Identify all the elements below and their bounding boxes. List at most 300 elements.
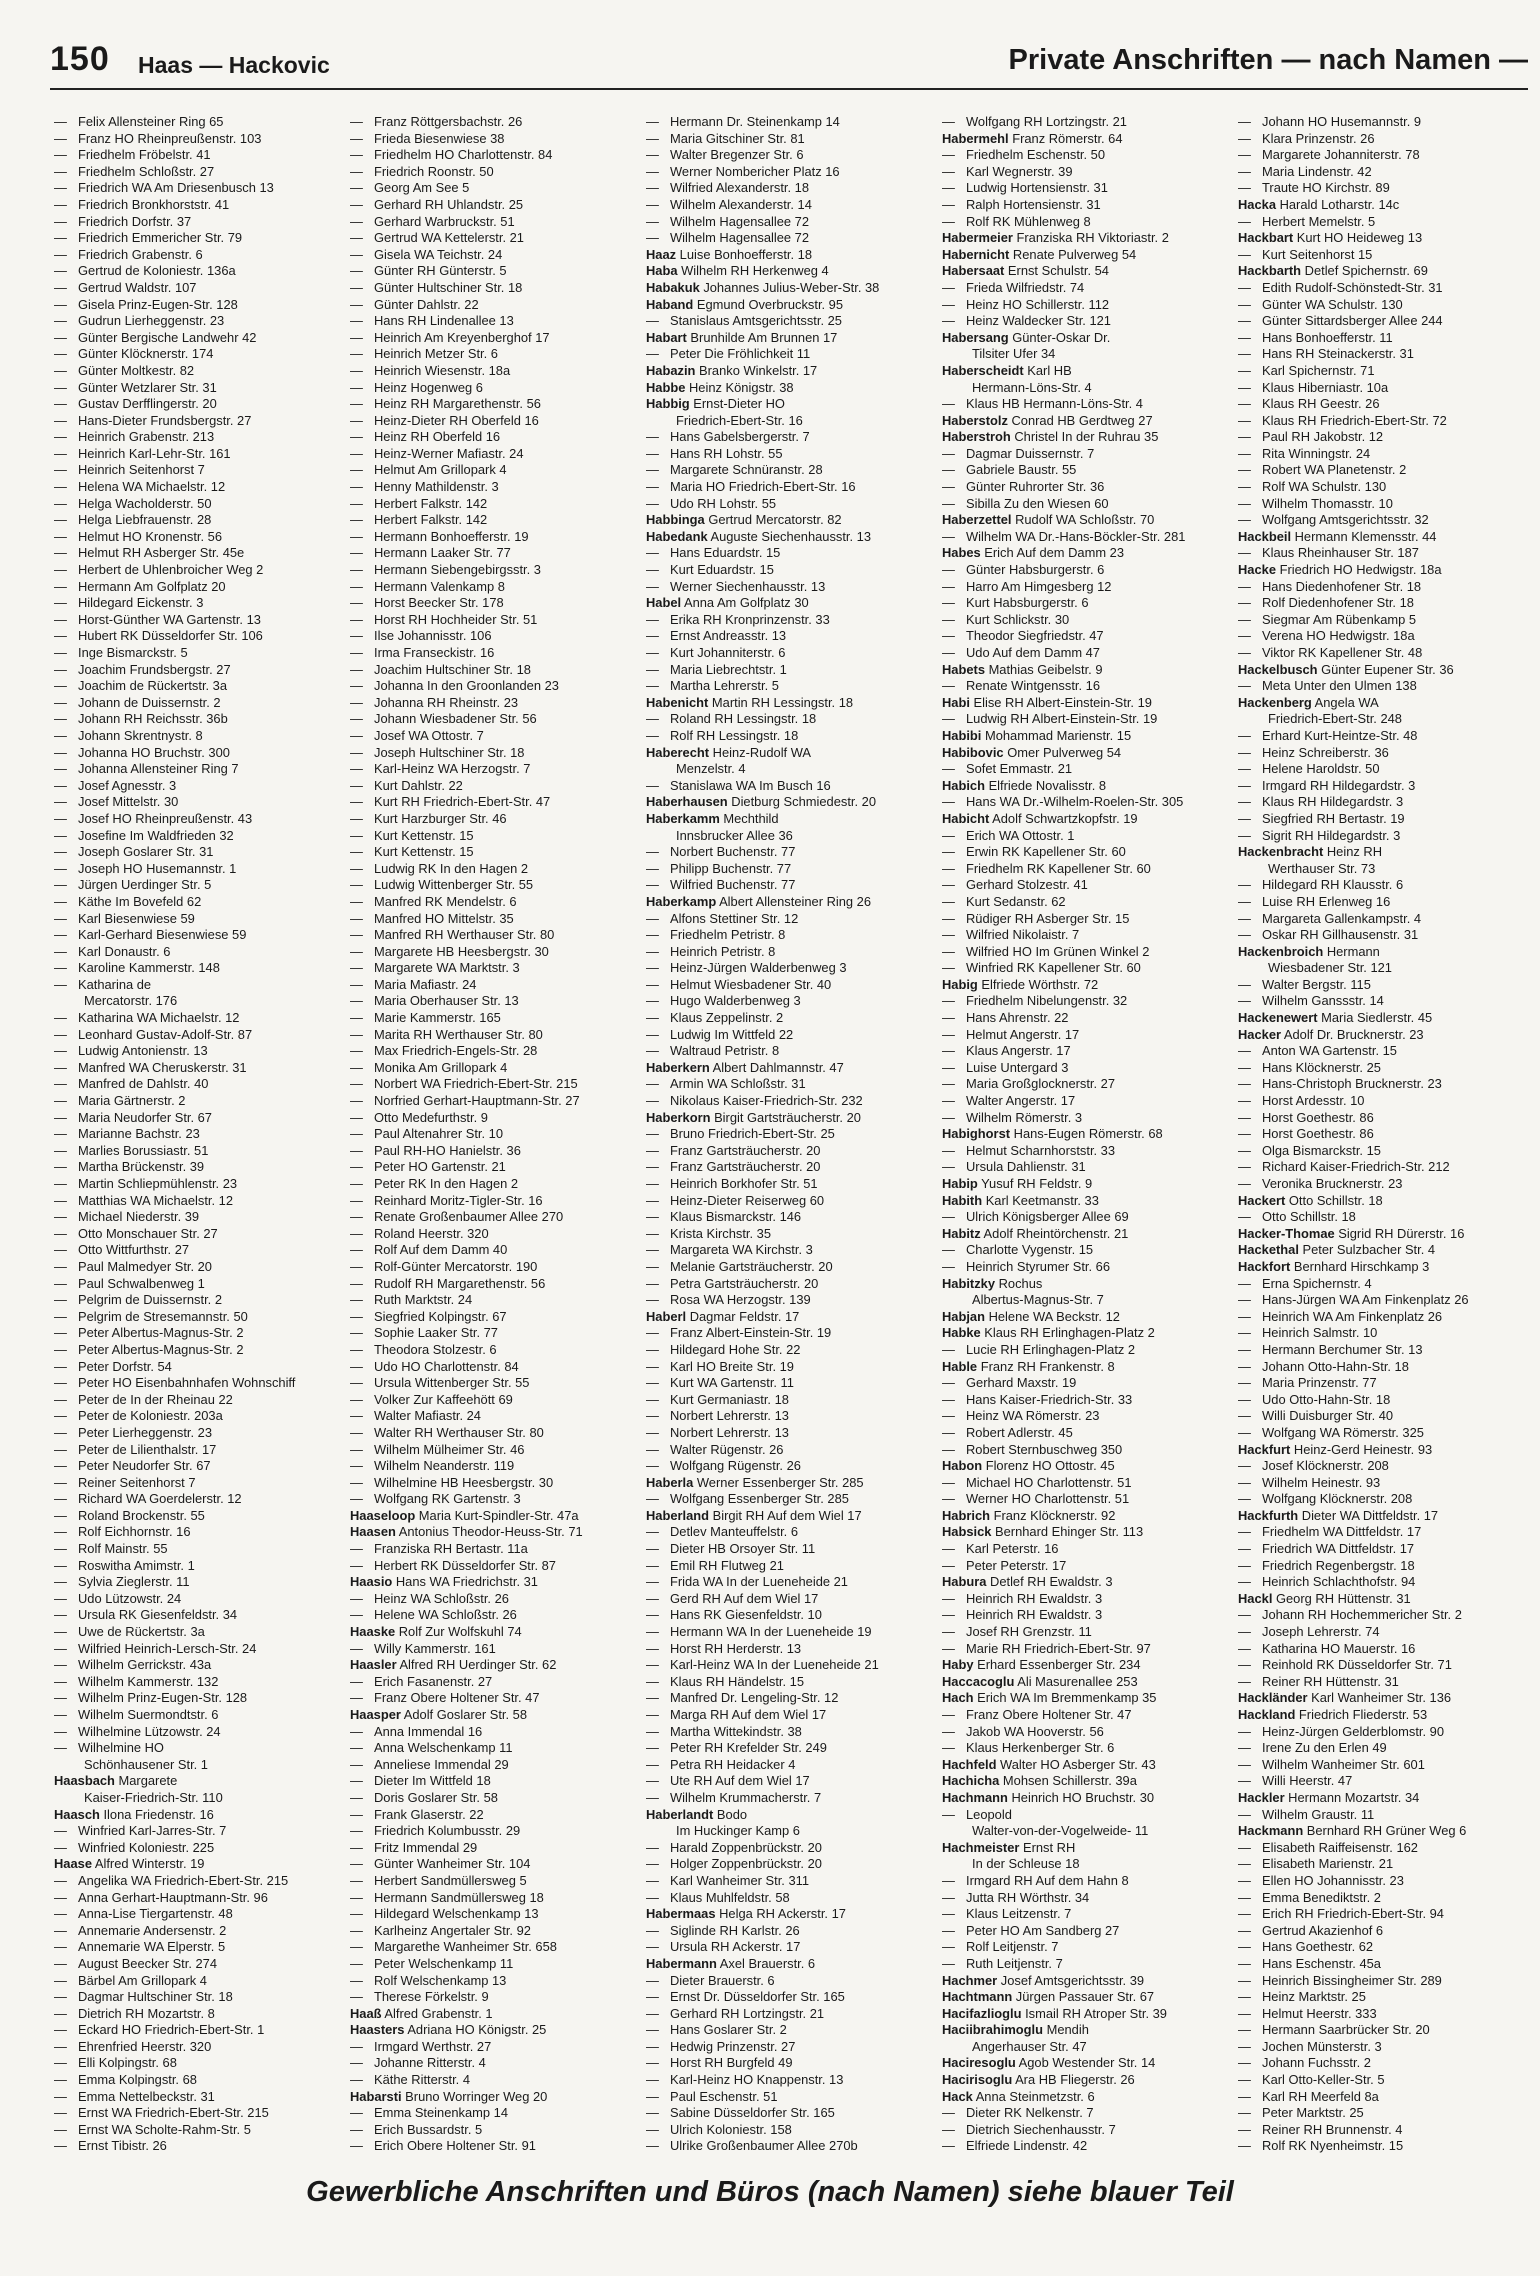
directory-columns <box>54 114 1538 2154</box>
directory-entry: — Helena WA Michaelstr. 12 <box>54 479 226 495</box>
surname-heading: Hach <box>942 1690 974 1706</box>
directory-entry: Haberkamm Mechthild <box>646 810 779 826</box>
directory-entry: — Friedhelm WA Dittfeldstr. 17 <box>1238 1524 1422 1540</box>
directory-entry: — Hermann Bonhoefferstr. 19 <box>350 528 529 544</box>
directory-entry: — Karoline Kammerstr. 148 <box>54 960 220 976</box>
directory-entry: — Heinrich Styrumer Str. 66 <box>942 1258 1110 1274</box>
directory-entry: — Wolfgang Essenberger Str. 285 <box>646 1491 849 1507</box>
directory-entry: — Ursula Dahlienstr. 31 <box>942 1159 1086 1175</box>
surname-heading: Hackelbusch <box>1238 661 1318 677</box>
directory-entry: — Udo Lützowstr. 24 <box>54 1590 182 1606</box>
directory-entry: — Friedrich Dorfstr. 37 <box>54 213 192 229</box>
directory-entry: Hackenewert Maria Siedlerstr. 45 <box>1238 1010 1433 1026</box>
directory-entry: — Joachim de Rückertstr. 3a <box>54 678 228 694</box>
directory-entry: — Hermann Laaker Str. 77 <box>350 545 511 561</box>
directory-entry: — Uwe de Rückertstr. 3a <box>54 1624 205 1640</box>
directory-entry: — Peter HO Gartenstr. 21 <box>350 1159 506 1175</box>
directory-entry: — Luise Untergard 3 <box>942 1059 1069 1075</box>
directory-entry: — Maria Großglocknerstr. 27 <box>942 1076 1116 1092</box>
surname-heading: Habedank <box>646 528 708 544</box>
directory-entry: — Karl-Heinz HO Knappenstr. 13 <box>646 2072 844 2088</box>
directory-entry: — Hans Gabelsbergerstr. 7 <box>646 429 810 445</box>
surname-heading: Habazin <box>646 362 696 378</box>
directory-entry: — Margarethe Wanheimer Str. 658 <box>350 1939 557 1955</box>
directory-entry: — Lucie RH Erlinghagen-Platz 2 <box>942 1341 1136 1357</box>
directory-entry: — Heinrich RH Ewaldstr. 3 <box>942 1607 1103 1623</box>
directory-entry: — Irene Zu den Erlen 49 <box>1238 1740 1387 1756</box>
directory-entry: — Reiner RH Hüttenstr. 31 <box>1238 1673 1399 1689</box>
directory-entry: — Sibilla Zu den Wiesen 60 <box>942 495 1109 511</box>
directory-entry: — Ernst Dr. Düsseldorfer Str. 165 <box>646 1989 845 2005</box>
directory-entry: — Michael HO Charlottenstr. 51 <box>942 1474 1132 1490</box>
directory-entry: — Willy Kammerstr. 161 <box>350 1640 496 1656</box>
directory-entry: Habrich Franz Klöcknerstr. 92 <box>942 1507 1116 1523</box>
directory-entry: — Frank Glaserstr. 22 <box>350 1806 484 1822</box>
name-range: Haas — Hackovic <box>138 52 330 78</box>
surname-heading: Hackländer <box>1238 1690 1308 1706</box>
directory-entry: — Bruno Friedrich-Ebert-Str. 25 <box>646 1126 835 1142</box>
directory-entry: — Willi Heerstr. 47 <box>1238 1773 1353 1789</box>
directory-entry: — Hans Eduardstr. 15 <box>646 545 781 561</box>
directory-entry: — Peter RH Krefelder Str. 249 <box>646 1740 827 1756</box>
directory-entry: — Jochen Münsterstr. 3 <box>1238 2038 1382 2054</box>
directory-entry: — Dieter HB Orsoyer Str. 11 <box>646 1541 816 1557</box>
directory-entry: — Roland RH Lessingstr. 18 <box>646 711 817 727</box>
directory-entry: — Hermann Valenkamp 8 <box>350 578 505 594</box>
directory-entry: — Dieter Brauerstr. 6 <box>646 1972 775 1988</box>
directory-entry: — Rudolf RH Margarethenstr. 56 <box>350 1275 546 1291</box>
directory-entry: Hermann-Löns-Str. 4 <box>972 379 1092 395</box>
surname-heading: Habersaat <box>942 263 1005 279</box>
directory-entry: — Stanislaus Amtsgerichtsstr. 25 <box>646 313 842 329</box>
directory-entry: Habsick Bernhard Ehinger Str. 113 <box>942 1524 1144 1540</box>
directory-entry: — Ralph Hortensienstr. 31 <box>942 196 1101 212</box>
directory-entry: — Gerd RH Auf dem Wiel 17 <box>646 1590 819 1606</box>
directory-entry: — Günter Wetzlarer Str. 31 <box>54 379 217 395</box>
directory-entry: — Verena HO Hedwigstr. 18a <box>1238 628 1415 644</box>
surname-heading: Habke <box>942 1325 981 1341</box>
directory-entry: Friedrich-Ebert-Str. 248 <box>1268 711 1402 727</box>
directory-entry: — Marie Kammerstr. 165 <box>350 1010 501 1026</box>
directory-entry: — Marlies Borussiastr. 51 <box>54 1142 209 1158</box>
directory-entry: — Ursula RK Giesenfeldstr. 34 <box>54 1607 238 1623</box>
surname-heading: Hachicha <box>942 1773 1000 1789</box>
directory-entry: — Rolf RK Mühlenweg 8 <box>942 213 1091 229</box>
directory-entry: — Ilse Johannisstr. 106 <box>350 628 492 644</box>
directory-entry: — Joseph Goslarer Str. 31 <box>54 844 214 860</box>
directory-entry: — Heinz HO Schillerstr. 112 <box>942 296 1110 312</box>
directory-entry: Mercatorstr. 176 <box>84 993 178 1009</box>
directory-entry: Habernicht Renate Pulverweg 54 <box>942 246 1137 262</box>
directory-entry: — Klaus Angerstr. 17 <box>942 1043 1071 1059</box>
directory-entry: — Katharina HO Mauerstr. 16 <box>1238 1640 1416 1656</box>
surname-heading: Haciibrahimoglu <box>942 2022 1043 2038</box>
directory-entry: — Klaus Zeppelinstr. 2 <box>646 1010 784 1026</box>
directory-entry: — Hildegard RH Klausstr. 6 <box>1238 877 1404 893</box>
directory-entry: — Anton WA Gartenstr. 15 <box>1238 1043 1397 1059</box>
directory-entry: — Sabine Düsseldorfer Str. 165 <box>646 2105 835 2121</box>
directory-entry: — Reiner Seitenhorst 7 <box>54 1474 196 1490</box>
directory-entry: — Winfried Karl-Jarres-Str. 7 <box>54 1823 227 1839</box>
directory-entry: — Rolf RH Lessingstr. 18 <box>646 727 799 743</box>
directory-entry: — Dieter RK Nelkenstr. 7 <box>942 2105 1094 2121</box>
surname-heading: Haasch <box>54 1806 100 1822</box>
surname-heading: Habitz <box>942 1225 981 1241</box>
directory-entry: Hachicha Mohsen Schillerstr. 39a <box>942 1773 1137 1789</box>
surname-heading: Hackenbracht <box>1238 844 1324 860</box>
directory-entry: — Günter Hultschiner Str. 18 <box>350 279 523 295</box>
directory-entry: — Karl Spichernstr. 71 <box>1238 362 1375 378</box>
directory-entry: Im Huckinger Kamp 6 <box>676 1823 800 1839</box>
directory-entry: — Dietrich RH Mozartstr. 8 <box>54 2005 215 2021</box>
directory-entry: — Johann Skrentnystr. 8 <box>54 727 203 743</box>
directory-entry: — Wilhelm Heinestr. 93 <box>1238 1474 1381 1490</box>
directory-entry: — Maria Gitschiner Str. 81 <box>646 130 805 146</box>
directory-entry: — Peter de Koloniestr. 203a <box>54 1408 223 1424</box>
directory-entry: — Pelgrim de Duissernstr. 2 <box>54 1292 222 1308</box>
directory-entry: — Gustav Derfflingerstr. 20 <box>54 396 217 412</box>
directory-entry: Habith Karl Keetmanstr. 33 <box>942 1192 1099 1208</box>
directory-entry: — Elli Kolpingstr. 68 <box>54 2055 177 2071</box>
directory-entry: Habbe Heinz Königstr. 38 <box>646 379 794 395</box>
directory-entry: — Wilhelm Gerrickstr. 43a <box>54 1657 212 1673</box>
surname-heading: Haciresoglu <box>942 2055 1016 2071</box>
surname-heading: Hackbart <box>1238 230 1294 246</box>
surname-heading: Habjan <box>942 1308 985 1324</box>
page-number: 150 <box>50 40 110 78</box>
directory-entry: — Günter Sittardsberger Allee 244 <box>1238 313 1443 329</box>
directory-entry: — Günter Dahlstr. 22 <box>350 296 479 312</box>
surname-heading: Hachmeister <box>942 1839 1020 1855</box>
directory-entry: Haase Alfred Winterstr. 19 <box>54 1856 205 1872</box>
directory-entry: — Sophie Laaker Str. 77 <box>350 1325 498 1341</box>
surname-heading: Habermehl <box>942 130 1009 146</box>
directory-entry: — Hans Klöcknerstr. 25 <box>1238 1059 1381 1075</box>
surname-heading: Haba <box>646 263 678 279</box>
surname-heading: Hachtmann <box>942 1989 1013 2005</box>
directory-entry: — Erwin RK Kapellener Str. 60 <box>942 844 1126 860</box>
directory-entry: Habakuk Johannes Julius-Weber-Str. 38 <box>646 279 880 295</box>
directory-entry: — Otto Medefurthstr. 9 <box>350 1109 488 1125</box>
directory-entry: Habarsti Bruno Worringer Weg 20 <box>350 2088 548 2104</box>
directory-entry: — Friedrich WA Am Driesenbusch 13 <box>54 180 274 196</box>
directory-entry: — Horst Goethestr. 86 <box>1238 1109 1374 1125</box>
directory-entry: Habersang Günter-Oskar Dr. <box>942 329 1111 345</box>
directory-entry: — Wilhelm Hagensallee 72 <box>646 230 810 246</box>
directory-entry: — Wolfgang Amtsgerichtsstr. 32 <box>1238 512 1429 528</box>
directory-entry: Haberland Birgit RH Auf dem Wiel 17 <box>646 1507 862 1523</box>
directory-entry: — Martha Lehrerstr. 5 <box>646 678 779 694</box>
directory-entry: — Rolf Leitjenstr. 7 <box>942 1939 1059 1955</box>
directory-entry: — Anna-Lise Tiergartenstr. 48 <box>54 1906 233 1922</box>
directory-entry: Hackländer Karl Wanheimer Str. 136 <box>1238 1690 1452 1706</box>
directory-entry: — Roswitha Amimstr. 1 <box>54 1557 195 1573</box>
directory-entry: Haciibrahimoglu Mendih <box>942 2022 1089 2038</box>
directory-entry: Hackbarth Detlef Spichernstr. 69 <box>1238 263 1428 279</box>
directory-entry: — Joseph HO Husemannstr. 1 <box>54 860 237 876</box>
directory-entry: Habitzky Rochus <box>942 1275 1043 1291</box>
directory-entry: — Johann RH Reichsstr. 36b <box>54 711 228 727</box>
directory-entry: — Josef Agnesstr. 3 <box>54 777 177 793</box>
directory-entry: — Marita RH Werthauser Str. 80 <box>350 1026 543 1042</box>
directory-entry: — Gisela WA Teichstr. 24 <box>350 246 503 262</box>
directory-entry: — Heinrich Salmstr. 10 <box>1238 1325 1378 1341</box>
directory-entry: — Helga Wacholderstr. 50 <box>54 495 212 511</box>
directory-entry: — Franz Obere Holtener Str. 47 <box>942 1707 1132 1722</box>
directory-entry: Habersaat Ernst Schulstr. 54 <box>942 263 1109 279</box>
directory-entry: — Friedrich Regenbergstr. 18 <box>1238 1557 1415 1573</box>
surname-heading: Habip <box>942 1176 978 1191</box>
directory-entry: Haasio Hans WA Friedrichstr. 31 <box>350 1574 538 1590</box>
directory-entry: — Hans-Dieter Frundsbergstr. 27 <box>54 412 252 428</box>
directory-entry: — Erich RH Friedrich-Ebert-Str. 94 <box>1238 1906 1444 1922</box>
surname-heading: Habi <box>942 694 970 710</box>
directory-entry: — Käthe Ritterstr. 4 <box>350 2072 471 2088</box>
directory-entry: — Annemarie WA Elperstr. 5 <box>54 1939 226 1955</box>
surname-heading: Habermaas <box>646 1906 716 1922</box>
directory-entry: — Wilhelm Krummacherstr. 7 <box>646 1789 822 1805</box>
directory-entry: Hackfurth Dieter WA Dittfeldstr. 17 <box>1238 1507 1439 1523</box>
surname-heading: Haberstroh <box>942 429 1011 445</box>
directory-entry: Hackelbusch Günter Eupener Str. 36 <box>1238 661 1454 677</box>
directory-entry: — Heinrich RH Ewaldstr. 3 <box>942 1590 1103 1606</box>
directory-entry: Habel Anna Am Golfplatz 30 <box>646 595 809 611</box>
directory-entry: Habermann Axel Brauerstr. 6 <box>646 1955 816 1971</box>
directory-entry: — Wilfried Heinrich-Lersch-Str. 24 <box>54 1640 257 1656</box>
directory-entry: — Elfriede Lindenstr. 42 <box>942 2138 1088 2154</box>
surname-heading: Habith <box>942 1192 983 1208</box>
directory-entry: — Walter Rügenstr. 26 <box>646 1441 784 1457</box>
directory-entry: — Günter WA Schulstr. 130 <box>1238 296 1403 312</box>
directory-entry: — Johanna HO Bruchstr. 300 <box>54 744 230 760</box>
directory-entry: — Hans Eschenstr. 45a <box>1238 1955 1381 1971</box>
directory-entry: — Ruth Leitjenstr. 7 <box>942 1955 1063 1971</box>
directory-entry: — Heinz-Jürgen Walderbenweg 3 <box>646 960 847 976</box>
directory-entry: — Hedwig Prinzenstr. 27 <box>646 2038 796 2054</box>
directory-entry: — Reinhard Moritz-Tigler-Str. 16 <box>350 1192 543 1208</box>
surname-heading: Habermeier <box>942 230 1013 246</box>
directory-entry: Habi Elise RH Albert-Einstein-Str. 19 <box>942 694 1152 710</box>
directory-entry: — Ludwig Antonienstr. 13 <box>54 1043 208 1059</box>
footer-note: Gewerbliche Anschriften und Büros (nach Namen) siehe blauer Teil <box>306 2176 1234 2208</box>
directory-entry: — Hans RH Lohstr. 55 <box>646 445 783 461</box>
directory-entry: In der Schleuse 18 <box>972 1856 1080 1872</box>
directory-entry: — Horst Beecker Str. 178 <box>350 595 504 611</box>
directory-entry: Habke Klaus RH Erlinghagen-Platz 2 <box>942 1325 1155 1341</box>
surname-heading: Habrich <box>942 1507 990 1523</box>
directory-entry: — Friedrich Grabenstr. 6 <box>54 246 203 262</box>
directory-entry: — Werner HO Charlottenstr. 51 <box>942 1491 1130 1507</box>
directory-entry: — Wilhelm Thomasstr. 10 <box>1238 495 1393 511</box>
directory-entry: Hackenberg Angela WA <box>1238 694 1379 710</box>
directory-entry: — Peter Neudorfer Str. 67 <box>54 1458 211 1474</box>
surname-heading: Hacirisoglu <box>942 2072 1013 2088</box>
directory-entry: Hacirisoglu Ara HB Fliegerstr. 26 <box>942 2072 1135 2088</box>
directory-entry: Habets Mathias Geibelstr. 9 <box>942 661 1103 677</box>
surname-heading: Haberland <box>646 1507 710 1523</box>
directory-entry: — Heinz RH Oberfeld 16 <box>350 429 501 445</box>
directory-entry: — Peter Dorfstr. 54 <box>54 1358 172 1374</box>
directory-entry: Haberscheidt Karl HB <box>942 362 1072 378</box>
surname-heading: Hackler <box>1238 1789 1285 1805</box>
directory-entry: — Heinrich Borkhofer Str. 51 <box>646 1176 818 1191</box>
surname-heading: Hackfort <box>1238 1258 1291 1274</box>
directory-entry: — Wilfried Buchenstr. 77 <box>646 877 796 893</box>
directory-entry: — Ulrike Großenbaumer Allee 270b <box>646 2138 858 2154</box>
directory-entry: Werthauser Str. 73 <box>1268 860 1376 876</box>
directory-entry: Habighorst Hans-Eugen Römerstr. 68 <box>942 1126 1163 1142</box>
directory-entry: — Rolf Auf dem Damm 40 <box>350 1242 508 1258</box>
surname-heading: Habart <box>646 329 687 345</box>
directory-entry: — Ernst WA Scholte-Rahm-Str. 5 <box>54 2121 251 2137</box>
directory-entry: — Johann de Duissernstr. 2 <box>54 694 221 710</box>
directory-entry: — Emma Nettelbeckstr. 31 <box>54 2088 215 2104</box>
directory-entry: — Ruth Marktstr. 24 <box>350 1292 473 1308</box>
directory-entry: — Helmut Angerstr. 17 <box>942 1026 1080 1042</box>
directory-entry: Habip Yusuf RH Feldstr. 9 <box>942 1176 1093 1191</box>
surname-heading: Habich <box>942 777 985 793</box>
directory-entry: — Sofet Emmastr. 21 <box>942 761 1073 777</box>
surname-heading: Hackenbroich <box>1238 943 1324 959</box>
directory-entry: — Günter Habsburgerstr. 6 <box>942 562 1105 578</box>
directory-entry: — Kurt Schlickstr. 30 <box>942 611 1070 627</box>
directory-entry: — Philipp Buchenstr. 77 <box>646 860 792 876</box>
directory-entry: — Martha Wittekindstr. 38 <box>646 1723 802 1739</box>
directory-entry: — Wilhelm Graustr. 11 <box>1238 1806 1375 1822</box>
directory-entry: — Werner Nombericher Platz 16 <box>646 163 840 179</box>
directory-entry: — Erich WA Ottostr. 1 <box>942 827 1075 843</box>
directory-entry: — Hans WA Dr.-Wilhelm-Roelen-Str. 305 <box>942 794 1184 810</box>
directory-entry: — Robert Sternbuschweg 350 <box>942 1441 1123 1457</box>
directory-entry: — Heinz-Dieter Reiserweg 60 <box>646 1192 825 1208</box>
directory-entry: — Rolf WA Schulstr. 130 <box>1238 479 1387 495</box>
directory-entry: — Friedrich Roonstr. 50 <box>350 163 494 179</box>
directory-entry: — Elisabeth Raiffeisenstr. 162 <box>1238 1839 1418 1855</box>
directory-entry: — Wilhelmine HO <box>54 1740 164 1756</box>
directory-entry: Wiesbadener Str. 121 <box>1268 960 1392 976</box>
directory-entry: — Wolfgang Rügenstr. 26 <box>646 1458 801 1474</box>
directory-entry: — Herbert Memelstr. 5 <box>1238 213 1376 229</box>
directory-entry: — Harro Am Himgesberg 12 <box>942 578 1112 594</box>
directory-entry: Hachtmann Jürgen Passauer Str. 67 <box>942 1989 1155 2005</box>
surname-heading: Hachfeld <box>942 1756 997 1772</box>
directory-entry: — Josef WA Ottostr. 7 <box>350 727 484 743</box>
directory-entry: — Erna Spichernstr. 4 <box>1238 1275 1372 1291</box>
directory-entry: Habibovic Omer Pulverweg 54 <box>942 744 1122 760</box>
directory-entry: — Walter RH Werthauser Str. 80 <box>350 1424 544 1440</box>
directory-entry: Habibi Mohammad Marienstr. 15 <box>942 727 1132 743</box>
surname-heading: Hachmer <box>942 1972 998 1988</box>
directory-entry: — Hubert RK Düsseldorfer Str. 106 <box>54 628 263 644</box>
directory-entry: — Meta Unter den Ulmen 138 <box>1238 678 1417 694</box>
directory-entry: — Henny Mathildenstr. 3 <box>350 479 499 495</box>
directory-entry: — Doris Goslarer Str. 58 <box>350 1789 498 1805</box>
directory-entry: — Hans RK Giesenfeldstr. 10 <box>646 1607 822 1623</box>
directory-entry: — Joseph Lehrerstr. 74 <box>1238 1624 1380 1640</box>
directory-entry: Hackfort Bernhard Hirschkamp 3 <box>1238 1258 1430 1274</box>
directory-entry: — Paul Altenahrer Str. 10 <box>350 1126 503 1142</box>
directory-entry: — Wolfgang RH Lortzingstr. 21 <box>942 114 1127 129</box>
directory-entry: — Paul Schwalbenweg 1 <box>54 1275 205 1291</box>
directory-entry: — Heinrich Grabenstr. 213 <box>54 429 215 445</box>
directory-entry: — Otto Wittfurthstr. 27 <box>54 1242 190 1258</box>
directory-entry: — Klaus Hiberniastr. 10a <box>1238 379 1389 395</box>
directory-entry: — Fritz Immendal 29 <box>350 1839 478 1855</box>
directory-entry: — Heinrich Schlachthofstr. 94 <box>1238 1574 1416 1590</box>
directory-entry: Haby Erhard Essenberger Str. 234 <box>942 1657 1141 1673</box>
surname-heading: Haberkamm <box>646 810 720 826</box>
directory-entry: Haciresoglu Agob Westender Str. 14 <box>942 2055 1156 2071</box>
directory-entry: — Karl Otto-Keller-Str. 5 <box>1238 2072 1385 2088</box>
directory-entry: — Klaus RH Geestr. 26 <box>1238 396 1380 412</box>
directory-entry: — Dagmar Hultschiner Str. 18 <box>54 1989 233 2005</box>
surname-heading: Habibi <box>942 727 982 743</box>
directory-entry: — Peter Albertus-Magnus-Str. 2 <box>54 1325 244 1341</box>
directory-entry: — Kurt Johanniterstr. 6 <box>646 645 786 660</box>
surname-heading: Habakuk <box>646 279 700 295</box>
directory-entry: Hack Anna Steinmetzstr. 6 <box>942 2088 1095 2104</box>
directory-entry: — Hans Goethestr. 62 <box>1238 1939 1374 1955</box>
directory-entry: — Heinz WA Schloßstr. 26 <box>350 1590 509 1606</box>
directory-entry: — Maria Lindenstr. 42 <box>1238 163 1372 179</box>
directory-entry: — Rita Winningstr. 24 <box>1238 445 1371 461</box>
directory-entry: — Theodor Siegfriedstr. 47 <box>942 628 1104 644</box>
directory-entry: — Siegfried RH Bertastr. 19 <box>1238 810 1405 826</box>
directory-entry: — Marianne Bachstr. 23 <box>54 1126 200 1142</box>
directory-entry: — Gabriele Baustr. 55 <box>942 462 1077 478</box>
directory-entry: — Günter Wanheimer Str. 104 <box>350 1856 531 1872</box>
directory-entry: — Helmut Heerstr. 333 <box>1238 2005 1377 2021</box>
directory-entry: Habermaas Helga RH Ackerstr. 17 <box>646 1906 846 1922</box>
directory-entry: Habitz Adolf Rheintörchenstr. 21 <box>942 1225 1129 1241</box>
directory-entry: — Klara Prinzenstr. 26 <box>1238 130 1375 146</box>
directory-entry: — Hans Diedenhofener Str. 18 <box>1238 578 1422 594</box>
directory-entry: — Viktor RK Kapellener Str. 48 <box>1238 645 1423 660</box>
directory-entry: — Anna Immendal 16 <box>350 1723 483 1739</box>
directory-entry: — Friedhelm Eschenstr. 50 <box>942 147 1105 163</box>
directory-entry: Habes Erich Auf dem Damm 23 <box>942 545 1124 561</box>
directory-entry: — Annemarie Andersenstr. 2 <box>54 1922 227 1938</box>
surname-heading: Haase <box>54 1856 92 1872</box>
directory-entry: — Frieda Biesenwiese 38 <box>350 130 505 146</box>
directory-entry: — Holger Zoppenbrückstr. 20 <box>646 1856 822 1872</box>
directory-entry: Haasters Adriana HO Königstr. 25 <box>350 2022 547 2038</box>
directory-entry: — Wolfgang RK Gartenstr. 3 <box>350 1491 521 1507</box>
directory-entry: — Wilhelm Römerstr. 3 <box>942 1109 1083 1125</box>
directory-entry: — Erich Obere Holtener Str. 91 <box>350 2138 536 2154</box>
directory-entry: — Sigrit RH Hildegardstr. 3 <box>1238 827 1401 843</box>
directory-entry: — Hans Goslarer Str. 2 <box>646 2022 787 2038</box>
directory-entry: — Ernst Tibistr. 26 <box>54 2138 167 2154</box>
directory-entry: Haaz Luise Bonhoefferstr. 18 <box>646 246 813 262</box>
surname-heading: Haaseloop <box>350 1507 416 1523</box>
directory-entry: — Helmut Scharnhorststr. 33 <box>942 1142 1116 1158</box>
surname-heading: Habersang <box>942 329 1009 345</box>
directory-entry: — Helene Haroldstr. 50 <box>1238 761 1380 777</box>
directory-entry: — Willi Duisburger Str. 40 <box>1238 1408 1394 1424</box>
directory-entry: — Ludwig Hortensienstr. 31 <box>942 180 1108 196</box>
directory-entry: — Bärbel Am Grillopark 4 <box>54 1972 207 1988</box>
surname-heading: Haberkorn <box>646 1109 711 1125</box>
directory-entry: — Kurt Kettenstr. 15 <box>350 827 474 843</box>
directory-entry: — Heinz Hogenweg 6 <box>350 379 483 395</box>
directory-entry: — Werner Siechenhausstr. 13 <box>646 578 826 594</box>
directory-entry: — Walter Mafiastr. 24 <box>350 1408 481 1424</box>
directory-entry: — Michael Niederstr. 39 <box>54 1209 200 1225</box>
directory-entry: — Alfons Stettiner Str. 12 <box>646 910 799 926</box>
directory-entry: — Hans Ahrenstr. 22 <box>942 1010 1069 1026</box>
surname-heading: Habitzky <box>942 1275 996 1291</box>
